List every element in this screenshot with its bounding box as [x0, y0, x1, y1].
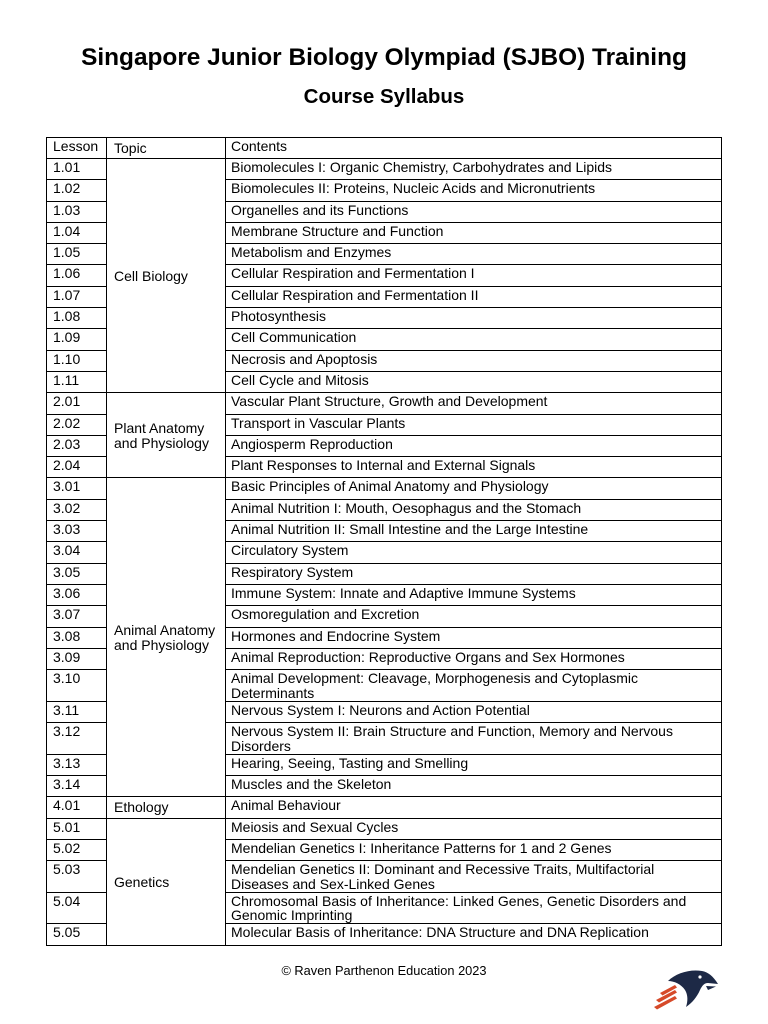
- lesson-number: 1.05: [47, 244, 107, 265]
- table-row: [47, 159, 722, 180]
- raven-logo-icon: [650, 967, 720, 1011]
- lesson-number: 3.11: [47, 701, 107, 722]
- lesson-contents-cell: [226, 606, 722, 627]
- copyright-footer: © Raven Parthenon Education 2023: [281, 963, 487, 978]
- lesson-contents: Mendelian Genetics I: Inheritance Patterns for 1 and 2 Genes: [231, 839, 612, 856]
- lesson-contents: Nervous System I: Neurons and Action Potential: [231, 701, 530, 718]
- topic-label: Plant Anatomy and Physiology: [114, 419, 209, 451]
- lesson-contents: Cellular Respiration and Fermentation II: [231, 286, 479, 303]
- lesson-contents: Muscles and the Skeleton: [231, 775, 392, 792]
- lesson-number: 3.01: [47, 478, 107, 499]
- lesson-number: 3.03: [47, 521, 107, 542]
- lesson-contents-cell: [226, 839, 722, 860]
- lesson-contents-cell: [226, 924, 722, 945]
- lesson-contents-cell: [226, 584, 722, 605]
- lesson-number: 3.05: [47, 563, 107, 584]
- lesson-contents: Chromosomal Basis of Inheritance: Linked Genes, Genetic Disorders and Genomic Imprinting: [231, 892, 687, 924]
- lesson-contents-cell: [226, 329, 722, 350]
- lesson-number: 2.02: [47, 414, 107, 435]
- lesson-contents-cell: [226, 286, 722, 307]
- lesson-number: 1.01: [47, 159, 107, 180]
- table-row: [47, 818, 722, 839]
- lesson-contents: Hearing, Seeing, Tasting and Smelling: [231, 754, 469, 771]
- lesson-number: 1.09: [47, 329, 107, 350]
- lesson-contents-cell: [226, 414, 722, 435]
- lesson-contents-cell: [226, 775, 722, 796]
- table-header-row: [47, 138, 722, 159]
- lesson-number: 3.07: [47, 606, 107, 627]
- raven-beak-lower-icon: [706, 986, 716, 990]
- lesson-number: 5.01: [47, 818, 107, 839]
- table-row: [47, 393, 722, 414]
- lesson-contents-cell: [226, 648, 722, 669]
- lesson-contents: Necrosis and Apoptosis: [231, 350, 378, 367]
- document-subtitle: Course Syllabus: [303, 85, 465, 108]
- topic-label: Cell Biology: [114, 267, 188, 284]
- lesson-contents: Animal Behaviour: [231, 797, 341, 814]
- lesson-number: 1.03: [47, 201, 107, 222]
- lesson-contents-cell: [226, 542, 722, 563]
- lesson-number: 1.02: [47, 180, 107, 201]
- lesson-number: 2.03: [47, 435, 107, 456]
- lesson-contents-cell: [226, 371, 722, 392]
- lesson-contents: Metabolism and Enzymes: [231, 244, 392, 261]
- lesson-contents-cell: [226, 723, 722, 755]
- lesson-contents: Cell Cycle and Mitosis: [231, 371, 369, 388]
- lesson-contents-cell: [226, 521, 722, 542]
- lesson-contents-cell: [226, 499, 722, 520]
- lesson-contents: Plant Responses to Internal and External Signals: [231, 457, 536, 474]
- lesson-contents: Basic Principles of Animal Anatomy and Physiology: [231, 478, 549, 495]
- lesson-contents-cell: [226, 670, 722, 702]
- topic-cell: [107, 797, 226, 818]
- topic-cell: [107, 478, 226, 797]
- lesson-contents: Immune System: Innate and Adaptive Immune Systems: [231, 584, 576, 601]
- lesson-contents: Membrane Structure and Function: [231, 222, 444, 239]
- lesson-contents: Animal Development: Cleavage, Morphogenesis and Cytoplasmic Determinants: [231, 670, 638, 701]
- lesson-contents-cell: [226, 265, 722, 286]
- lesson-contents: Vascular Plant Structure, Growth and Development: [231, 393, 548, 410]
- lesson-number: 3.13: [47, 754, 107, 775]
- lesson-number: 5.04: [47, 892, 107, 924]
- column-header-contents: Contents: [226, 138, 722, 159]
- lesson-contents: Hormones and Endocrine System: [231, 627, 441, 644]
- lesson-number: 3.06: [47, 584, 107, 605]
- topic-cell: [107, 818, 226, 945]
- lesson-contents-cell: [226, 393, 722, 414]
- lesson-contents-cell: [226, 159, 722, 180]
- lesson-contents: Meiosis and Sexual Cycles: [231, 818, 399, 835]
- lesson-contents-cell: [226, 797, 722, 818]
- lesson-contents-cell: [226, 435, 722, 456]
- lesson-contents: Angiosperm Reproduction: [231, 435, 393, 452]
- lesson-contents-cell: [226, 701, 722, 722]
- lesson-contents: Cell Communication: [231, 329, 357, 346]
- document-title: Singapore Junior Biology Olympiad (SJBO) Training: [81, 44, 687, 71]
- lesson-contents: Animal Nutrition II: Small Intestine and the Large Intestine: [231, 521, 589, 538]
- topic-label: Animal Anatomy and Physiology: [114, 621, 216, 653]
- lesson-contents: Molecular Basis of Inheritance: DNA Structure and DNA Replication: [231, 924, 649, 941]
- lesson-number: 5.03: [47, 861, 107, 893]
- lesson-contents: Nervous System II: Brain Structure and Function, Memory and Nervous Disorders: [231, 723, 673, 754]
- lesson-number: 3.08: [47, 627, 107, 648]
- raven-eye-icon: [698, 975, 701, 978]
- lesson-contents-cell: [226, 201, 722, 222]
- topic-cell: [107, 159, 226, 393]
- lesson-number: 3.14: [47, 775, 107, 796]
- syllabus-body: [47, 159, 722, 946]
- lesson-number: 1.06: [47, 265, 107, 286]
- lesson-number: 1.08: [47, 308, 107, 329]
- lesson-number: 3.04: [47, 542, 107, 563]
- lesson-contents: Animal Reproduction: Reproductive Organs and Sex Hormones: [231, 648, 625, 665]
- lesson-number: 5.02: [47, 839, 107, 860]
- lesson-contents: Organelles and its Functions: [231, 201, 409, 218]
- lesson-contents-cell: [226, 818, 722, 839]
- lesson-contents: Respiratory System: [231, 563, 354, 580]
- lesson-contents-cell: [226, 180, 722, 201]
- lesson-contents-cell: [226, 308, 722, 329]
- lesson-contents-cell: [226, 861, 722, 893]
- lesson-number: 3.02: [47, 499, 107, 520]
- lesson-contents-cell: [226, 627, 722, 648]
- lesson-number: 1.07: [47, 286, 107, 307]
- lesson-number: 1.10: [47, 350, 107, 371]
- topic-label: Ethology: [114, 799, 169, 816]
- lesson-number: 2.01: [47, 393, 107, 414]
- lesson-contents-cell: [226, 244, 722, 265]
- lesson-number: 3.09: [47, 648, 107, 669]
- lesson-contents: Osmoregulation and Excretion: [231, 606, 420, 623]
- lesson-contents: Biomolecules I: Organic Chemistry, Carbohydrates and Lipids: [231, 159, 613, 175]
- lesson-contents-cell: [226, 457, 722, 478]
- lesson-number: 3.10: [47, 670, 107, 702]
- lesson-contents-cell: [226, 754, 722, 775]
- lesson-number: 5.05: [47, 924, 107, 945]
- lesson-contents: Biomolecules II: Proteins, Nucleic Acids and Micronutrients: [231, 180, 596, 197]
- lesson-contents-cell: [226, 892, 722, 924]
- lesson-number: 4.01: [47, 797, 107, 818]
- lesson-number: 1.11: [47, 371, 107, 392]
- lesson-contents: Mendelian Genetics II: Dominant and Recessive Traits, Multifactorial Diseases and Sex-Linked Genes: [231, 861, 655, 892]
- lesson-contents-cell: [226, 478, 722, 499]
- topic-cell: [107, 393, 226, 478]
- lesson-contents-cell: [226, 563, 722, 584]
- lesson-contents-cell: [226, 350, 722, 371]
- syllabus-table: [46, 137, 722, 946]
- lesson-contents: Photosynthesis: [231, 308, 326, 325]
- lesson-contents: Transport in Vascular Plants: [231, 414, 406, 431]
- lesson-number: 3.12: [47, 723, 107, 755]
- table-row: [47, 478, 722, 499]
- column-header-lesson: Lesson: [47, 138, 107, 159]
- lesson-contents: Animal Nutrition I: Mouth, Oesophagus and the Stomach: [231, 499, 582, 516]
- lesson-number: 1.04: [47, 222, 107, 243]
- table-row: [47, 797, 722, 818]
- lesson-contents: Circulatory System: [231, 542, 349, 559]
- lesson-contents-cell: [226, 222, 722, 243]
- lesson-number: 2.04: [47, 457, 107, 478]
- column-header-topic: Topic: [107, 138, 226, 159]
- lesson-contents: Cellular Respiration and Fermentation I: [231, 265, 475, 282]
- topic-label: Genetics: [114, 873, 170, 890]
